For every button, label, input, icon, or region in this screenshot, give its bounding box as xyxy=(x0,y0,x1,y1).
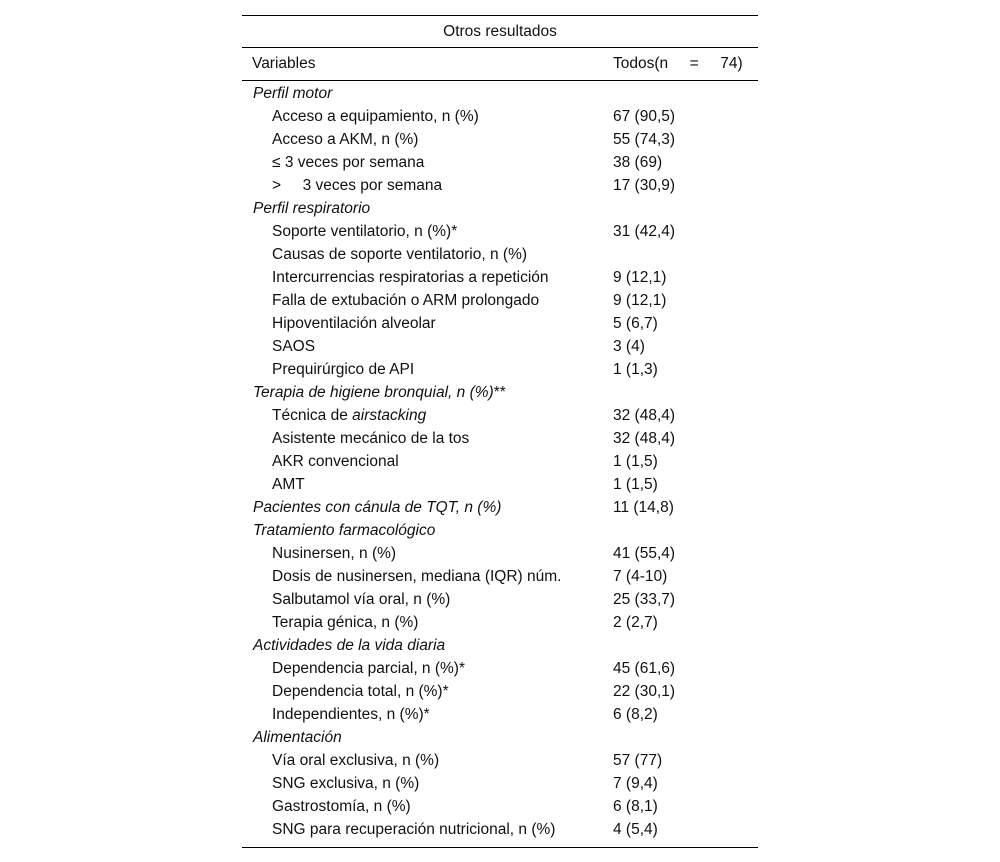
row-label-text: Perfil respiratorio xyxy=(253,200,371,217)
row-label-text: Terapia de higiene bronquial, n (%) xyxy=(253,384,494,401)
row-label xyxy=(272,335,315,358)
row-label-text: AKR convencional xyxy=(272,453,399,470)
row-label xyxy=(272,680,449,703)
row-label xyxy=(272,151,424,174)
row-label-text: Causas de soporte ventilatorio, n (%) xyxy=(272,246,528,263)
table-row xyxy=(242,289,758,312)
table-row xyxy=(242,450,758,473)
row-label-text: Tratamiento farmacológico xyxy=(253,522,436,539)
row-label-text: Independientes, n (%)* xyxy=(272,706,430,723)
table-row xyxy=(242,473,758,496)
row-value: 1 (1,3) xyxy=(613,361,658,378)
row-label xyxy=(272,611,418,634)
table-row xyxy=(242,588,758,611)
row-value: 5 (6,7) xyxy=(613,315,658,332)
row-label-text: Dependencia parcial, n (%)* xyxy=(272,660,465,677)
row-label-text: Vía oral exclusiva, n (%) xyxy=(272,752,440,769)
table-row xyxy=(242,795,758,818)
row-label xyxy=(272,749,439,772)
row-value: 22 (30,1) xyxy=(613,683,676,700)
row-label-text: Pacientes con cánula de TQT, n (%) xyxy=(253,499,502,516)
header-all: Todos(n = 74) xyxy=(613,55,743,72)
row-label-text: SNG exclusiva, n (%) xyxy=(272,775,420,792)
section-row xyxy=(242,496,758,519)
section-row xyxy=(242,634,758,657)
section-label xyxy=(253,726,342,749)
row-value: 55 (74,3) xyxy=(613,131,676,148)
section-row xyxy=(242,381,758,404)
table-body xyxy=(242,81,758,847)
section-row xyxy=(242,197,758,220)
row-value: 25 (33,7) xyxy=(613,591,676,608)
row-label xyxy=(272,289,539,312)
table-row xyxy=(242,749,758,772)
row-label xyxy=(272,312,436,335)
row-label-text: Gastrostomía, n (%) xyxy=(272,798,411,815)
row-value: 6 (8,2) xyxy=(613,706,658,723)
table-row xyxy=(242,427,758,450)
row-label xyxy=(272,266,549,289)
table-row xyxy=(242,703,758,726)
table-row xyxy=(242,335,758,358)
row-label-text: Soporte ventilatorio, n (%)* xyxy=(272,223,458,240)
row-label xyxy=(272,220,457,243)
row-label-text: AMT xyxy=(272,476,305,493)
row-value: 3 (4) xyxy=(613,338,645,355)
row-label xyxy=(272,450,399,473)
row-value: 67 (90,5) xyxy=(613,108,676,125)
row-value: 6 (8,1) xyxy=(613,798,658,815)
row-label xyxy=(272,473,305,496)
row-value: 2 (2,7) xyxy=(613,614,658,631)
table-row xyxy=(242,220,758,243)
row-value: 45 (61,6) xyxy=(613,660,676,677)
section-row xyxy=(242,726,758,749)
table-row xyxy=(242,243,758,266)
table-row xyxy=(242,680,758,703)
results-table xyxy=(242,15,758,848)
row-value: 4 (5,4) xyxy=(613,821,658,838)
row-label-text: Acceso a AKM, n (%) xyxy=(272,131,419,148)
section-label xyxy=(253,634,445,657)
table-row xyxy=(242,128,758,151)
row-label xyxy=(272,427,469,450)
row-value: 32 (48,4) xyxy=(613,407,676,424)
table-row xyxy=(242,312,758,335)
row-label xyxy=(272,542,396,565)
row-label-text: Alimentación xyxy=(253,729,342,746)
row-label-text: Nusinersen, n (%) xyxy=(272,545,397,562)
row-value: 11 (14,8) xyxy=(613,499,674,516)
table-row xyxy=(242,151,758,174)
row-label-text: Dosis de nusinersen, mediana (IQR) núm. xyxy=(272,568,562,585)
row-label-text: Técnica de xyxy=(272,407,353,424)
row-label-text: > 3 veces por semana xyxy=(272,177,443,194)
header-variables: Variables xyxy=(252,55,316,72)
row-value: 32 (48,4) xyxy=(613,430,676,447)
row-value: 38 (69) xyxy=(613,154,663,171)
table-row xyxy=(242,818,758,841)
row-label-text: Acceso a equipamiento, n (%) xyxy=(272,108,479,125)
row-label-text: Actividades de la vida diaria xyxy=(253,637,446,654)
section-row xyxy=(242,519,758,542)
row-value: 41 (55,4) xyxy=(613,545,676,562)
row-value: 17 (30,9) xyxy=(613,177,676,194)
table-row xyxy=(242,565,758,588)
row-label-text: SNG para recuperación nutricional, n (%) xyxy=(272,821,556,838)
row-label xyxy=(272,565,561,588)
table-row xyxy=(242,542,758,565)
row-value: 31 (42,4) xyxy=(613,223,676,240)
row-label xyxy=(272,174,442,197)
row-value: 9 (12,1) xyxy=(613,269,667,286)
row-label xyxy=(272,818,555,841)
row-label xyxy=(272,243,527,266)
row-label xyxy=(272,128,418,151)
row-value: 7 (9,4) xyxy=(613,775,658,792)
row-value: 7 (4-10) xyxy=(613,568,668,585)
section-row xyxy=(242,82,758,105)
row-label xyxy=(272,795,411,818)
table-row xyxy=(242,404,758,427)
section-label xyxy=(253,381,506,404)
row-label-text: Falla de extubación o ARM prolongado xyxy=(272,292,540,309)
table-row xyxy=(242,105,758,128)
section-label xyxy=(253,197,370,220)
row-value: 57 (77) xyxy=(613,752,663,769)
row-label-text: Prequirúrgico de API xyxy=(272,361,415,378)
table-row xyxy=(242,266,758,289)
section-label xyxy=(253,82,332,105)
table-row xyxy=(242,358,758,381)
row-label-text: Intercurrencias respiratorias a repetición xyxy=(272,269,549,286)
table-header-row xyxy=(242,48,758,80)
row-label xyxy=(272,404,426,427)
row-label-text: ≤ 3 veces por semana xyxy=(272,154,425,171)
row-label xyxy=(272,358,414,381)
row-label-suffix: ** xyxy=(493,384,506,401)
row-label xyxy=(272,105,479,128)
row-label-italic: airstacking xyxy=(352,407,427,424)
row-label xyxy=(272,657,465,680)
table-row xyxy=(242,772,758,795)
row-label-text: Hipoventilación alveolar xyxy=(272,315,436,332)
row-value: 9 (12,1) xyxy=(613,292,667,309)
row-label-text: Perfil motor xyxy=(253,85,333,102)
table-row xyxy=(242,174,758,197)
row-value: 1 (1,5) xyxy=(613,453,658,470)
table-caption: Otros resultados xyxy=(443,23,557,40)
row-label xyxy=(272,588,450,611)
section-label xyxy=(253,519,435,542)
row-label-text: Terapia génica, n (%) xyxy=(272,614,419,631)
row-value: 1 (1,5) xyxy=(613,476,658,493)
row-label-text: SAOS xyxy=(272,338,316,355)
section-label xyxy=(253,496,501,519)
bottom-rule xyxy=(242,847,758,848)
table-row xyxy=(242,611,758,634)
row-label-text: Salbutamol vía oral, n (%) xyxy=(272,591,451,608)
row-label-text: Asistente mecánico de la tos xyxy=(272,430,470,447)
row-label-text: Dependencia total, n (%)* xyxy=(272,683,449,700)
table-row xyxy=(242,657,758,680)
row-label xyxy=(272,703,430,726)
row-label xyxy=(272,772,419,795)
